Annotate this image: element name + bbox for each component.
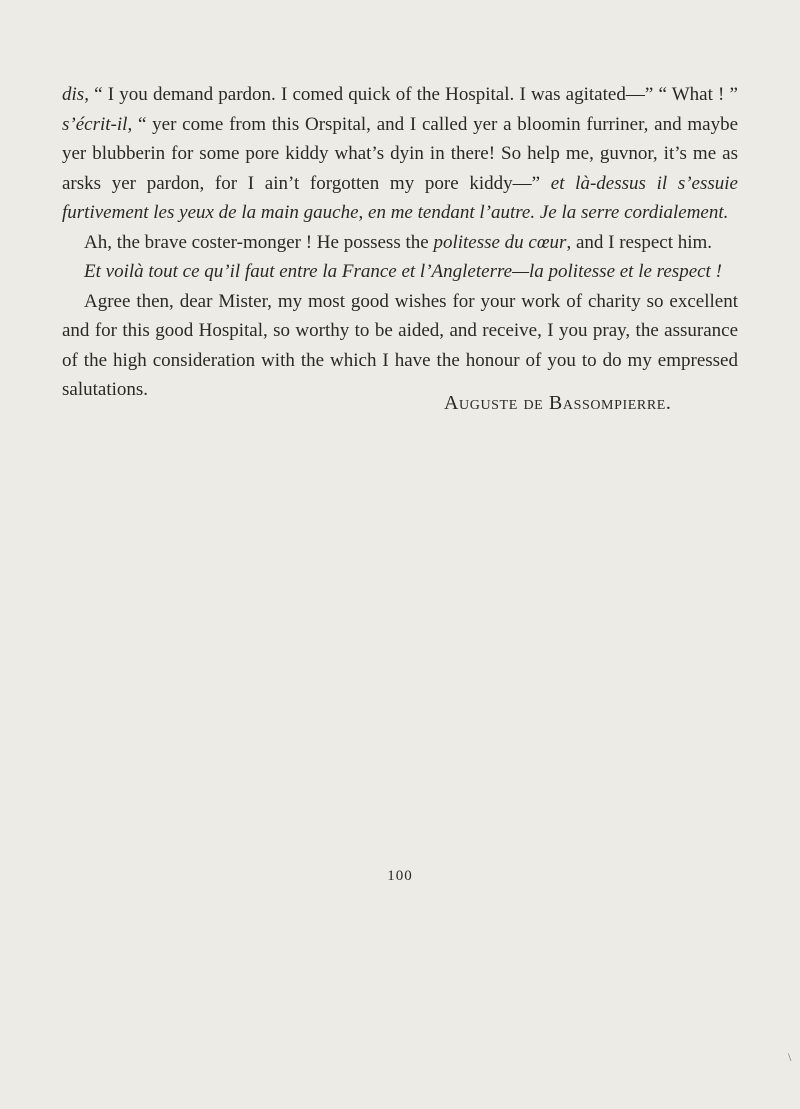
text-segment: s’écrit-il xyxy=(62,113,128,135)
text-segment: , “ yer come from this Orspital, and I called yer a bloomin furriner, and maybe yer blubberin for some pore kiddy what’s dyin in there! So help me, guvnor, it’s me as arsks yer pardon, for I ain’t forgotten my pore kiddy—” xyxy=(62,113,738,194)
paragraph-3 xyxy=(62,257,738,287)
text-segment: Agree then, dear Mister, my most good wishes for your work of charity so excellent and for this good Hospital, so worthy to be aided, and receive, I you pray, the assurance of the high consideration with the which I have the honour of you to do my empressed salutations. xyxy=(62,290,738,400)
text-segment: et là-dessus il s’essuie furtivement les yeux de la main gauche xyxy=(62,172,738,223)
paragraph-4 xyxy=(62,287,738,405)
text-segment: dis xyxy=(62,84,85,105)
corner-mark: \ xyxy=(788,1050,792,1064)
text-segment: , “ I you demand pardon. I comed quick of the Hospital. I was agitated—” “ What ! ” xyxy=(84,84,738,105)
page-number: 100 xyxy=(387,868,413,884)
text-segment: politesse du cœur xyxy=(433,231,567,253)
text-segment: , and I respect him. xyxy=(566,231,713,253)
text-segment: , xyxy=(358,202,369,223)
text-segment: Et voilà tout ce qu’il faut entre la France et l’Angleterre—la politesse et le respect ! xyxy=(84,261,722,282)
text-segment: en me tendant l’autre. Je la serre cordialement. xyxy=(368,202,729,223)
body-text xyxy=(62,80,738,405)
text-segment: Ah, the brave coster-monger ! He possess the xyxy=(84,231,434,253)
paragraph-1 xyxy=(62,80,738,228)
paragraph-2 xyxy=(62,228,738,258)
signature: Auguste de Bassompierre. xyxy=(444,392,672,414)
